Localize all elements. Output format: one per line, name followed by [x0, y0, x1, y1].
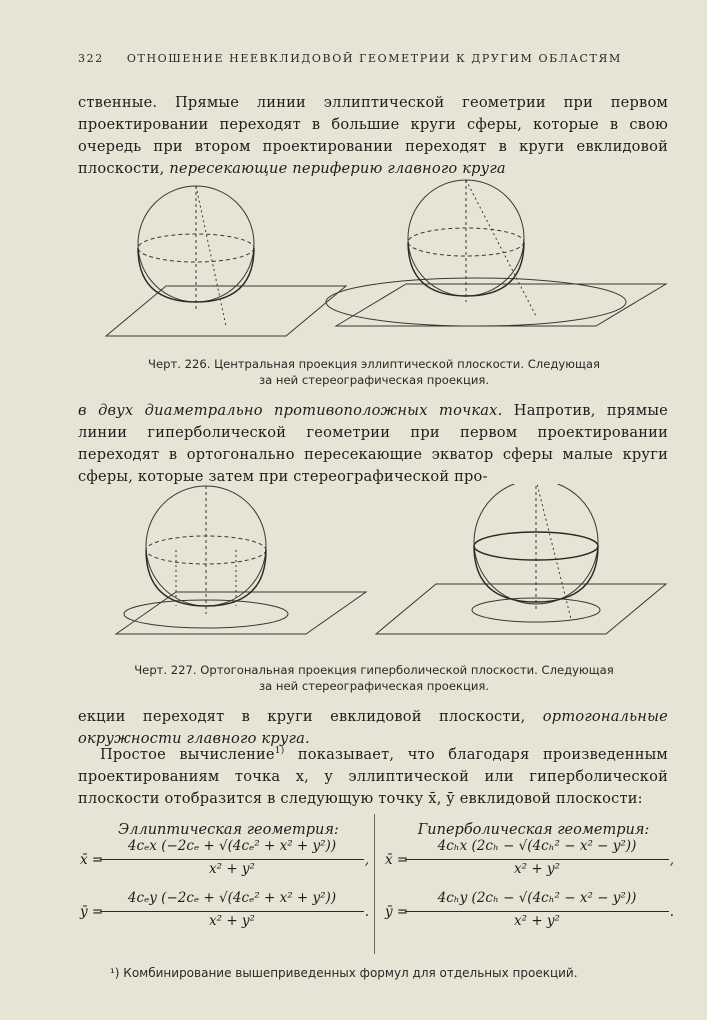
- formula-column-divider: [374, 814, 375, 954]
- hyperbolic-title: Гиперболическая геометрия:: [417, 822, 650, 838]
- fig226-left-hemisphere: [138, 248, 254, 302]
- elliptic-formulas: [74, 822, 369, 942]
- fig227-right-sphere: [474, 484, 598, 604]
- elliptic-y-lhs: ȳ =: [80, 904, 104, 920]
- hyperbolic-x-punct: ,: [669, 852, 674, 868]
- figure-226-caption: [76, 356, 672, 388]
- paragraph-1: [78, 92, 668, 180]
- elliptic-y-denominator: x² + y²: [209, 913, 255, 929]
- paragraph-2-italic: в двух диаметрально противоположных точках.: [78, 402, 503, 419]
- figure-226-caption-line-1: Черт. 226. Центральная проекция эллиптической плоскости. Следующая: [148, 357, 600, 371]
- figure-227-caption-line-1: Черт. 227. Ортогональная проекция гиперболической плоскости. Следующая: [134, 663, 614, 677]
- hyperbolic-x-lhs: x̄ =: [385, 852, 409, 868]
- fig227-right-plane: [376, 584, 666, 634]
- elliptic-x-numerator: 4cₑx (−2cₑ + √(4cₑ² + x² + y²)): [127, 838, 337, 854]
- fig226-right-plane: [336, 284, 666, 326]
- figure-227-caption: [76, 662, 672, 694]
- formulas-block: [74, 822, 674, 952]
- elliptic-x-punct: ,: [364, 852, 369, 868]
- paragraph-1-italic: пересекающие периферию главного круга: [169, 160, 506, 177]
- elliptic-x-fraction-bar: [100, 859, 364, 860]
- elliptic-x-formula: [74, 838, 369, 890]
- hyperbolic-x-fraction-bar: [405, 859, 669, 860]
- hyperbolic-formulas: [379, 822, 674, 942]
- figure-227-caption-line-2: за ней стереографическая проекция.: [258, 679, 490, 693]
- elliptic-y-fraction-bar: [100, 911, 364, 912]
- running-header: [78, 52, 668, 65]
- paragraph-3-italic: ортогональные окружности главного круга.: [78, 708, 668, 747]
- hyperbolic-y-numerator: 4cₕy (2cₕ − √(4cₕ² − x² − y²)): [437, 890, 637, 906]
- elliptic-y-formula: [74, 890, 369, 942]
- fig226-right-hemisphere: [408, 242, 524, 296]
- hyperbolic-x-formula: [379, 838, 674, 890]
- elliptic-x-denominator: x² + y²: [209, 861, 255, 877]
- running-title: ОТНОШЕНИЕ НЕЕВКЛИДОВОЙ ГЕОМЕТРИИ К ДРУГИМ ОБЛАСТЯМ: [126, 52, 622, 65]
- paragraph-4: [78, 740, 668, 810]
- figure-226-caption-line-2: за ней стереографическая проекция.: [258, 373, 490, 387]
- figure-227-drawing: [76, 484, 672, 650]
- elliptic-y-punct: .: [364, 904, 369, 920]
- figure-227: [76, 484, 672, 650]
- fig226-right-main-circle: [326, 278, 626, 326]
- elliptic-y-numerator: 4cₑy (−2cₑ + √(4cₑ² + x² + y²)): [127, 890, 337, 906]
- page-number: 322: [78, 52, 104, 65]
- hyperbolic-y-fraction-bar: [405, 911, 669, 912]
- elliptic-x-lhs: x̄ =: [80, 852, 104, 868]
- paragraph-3-text: екции переходят в круги евклидовой плоскости,: [78, 708, 543, 725]
- footnote: ¹) Комбинирование вышеприведенных формул для отдельных проекций.: [110, 966, 578, 980]
- paragraph-4-text-b: показывает, что благодаря произведенным проектированиям точка x, y эллиптической или гиперболической плоскости отобразится в следующую точку x̄, ȳ евклидовой плоскости:: [78, 745, 668, 807]
- hyperbolic-y-lhs: ȳ =: [385, 904, 409, 920]
- paragraph-2: [78, 400, 668, 488]
- hyperbolic-x-numerator: 4cₕx (2cₕ − √(4cₕ² − x² − y²)): [437, 838, 637, 854]
- paragraph-1-text: ственные. Прямые линии эллиптической геометрии при первом проектировании переходят в большие круги сферы, которые в свою очередь при втором проектировании переходят в круги евклидовой плоскости,: [78, 94, 668, 177]
- elliptic-title: Эллиптическая геометрия:: [118, 822, 339, 838]
- paragraph-2-text: Напротив, прямые линии гиперболической геометрии при первом проектировании переходят в ортогонально пересекающие экватор сферы малые круги сферы, которые затем при стереографической про-: [78, 402, 668, 485]
- hyperbolic-y-formula: [379, 890, 674, 942]
- footnote-ref: 1): [274, 746, 285, 756]
- hyperbolic-y-punct: .: [669, 904, 674, 920]
- figure-226-drawing: [76, 176, 672, 346]
- fig226-left-ray: [196, 186, 226, 326]
- figure-226: [76, 176, 672, 346]
- paragraph-4-text-a: Простое вычисление: [100, 745, 275, 763]
- hyperbolic-x-denominator: x² + y²: [514, 861, 560, 877]
- hyperbolic-y-denominator: x² + y²: [514, 913, 560, 929]
